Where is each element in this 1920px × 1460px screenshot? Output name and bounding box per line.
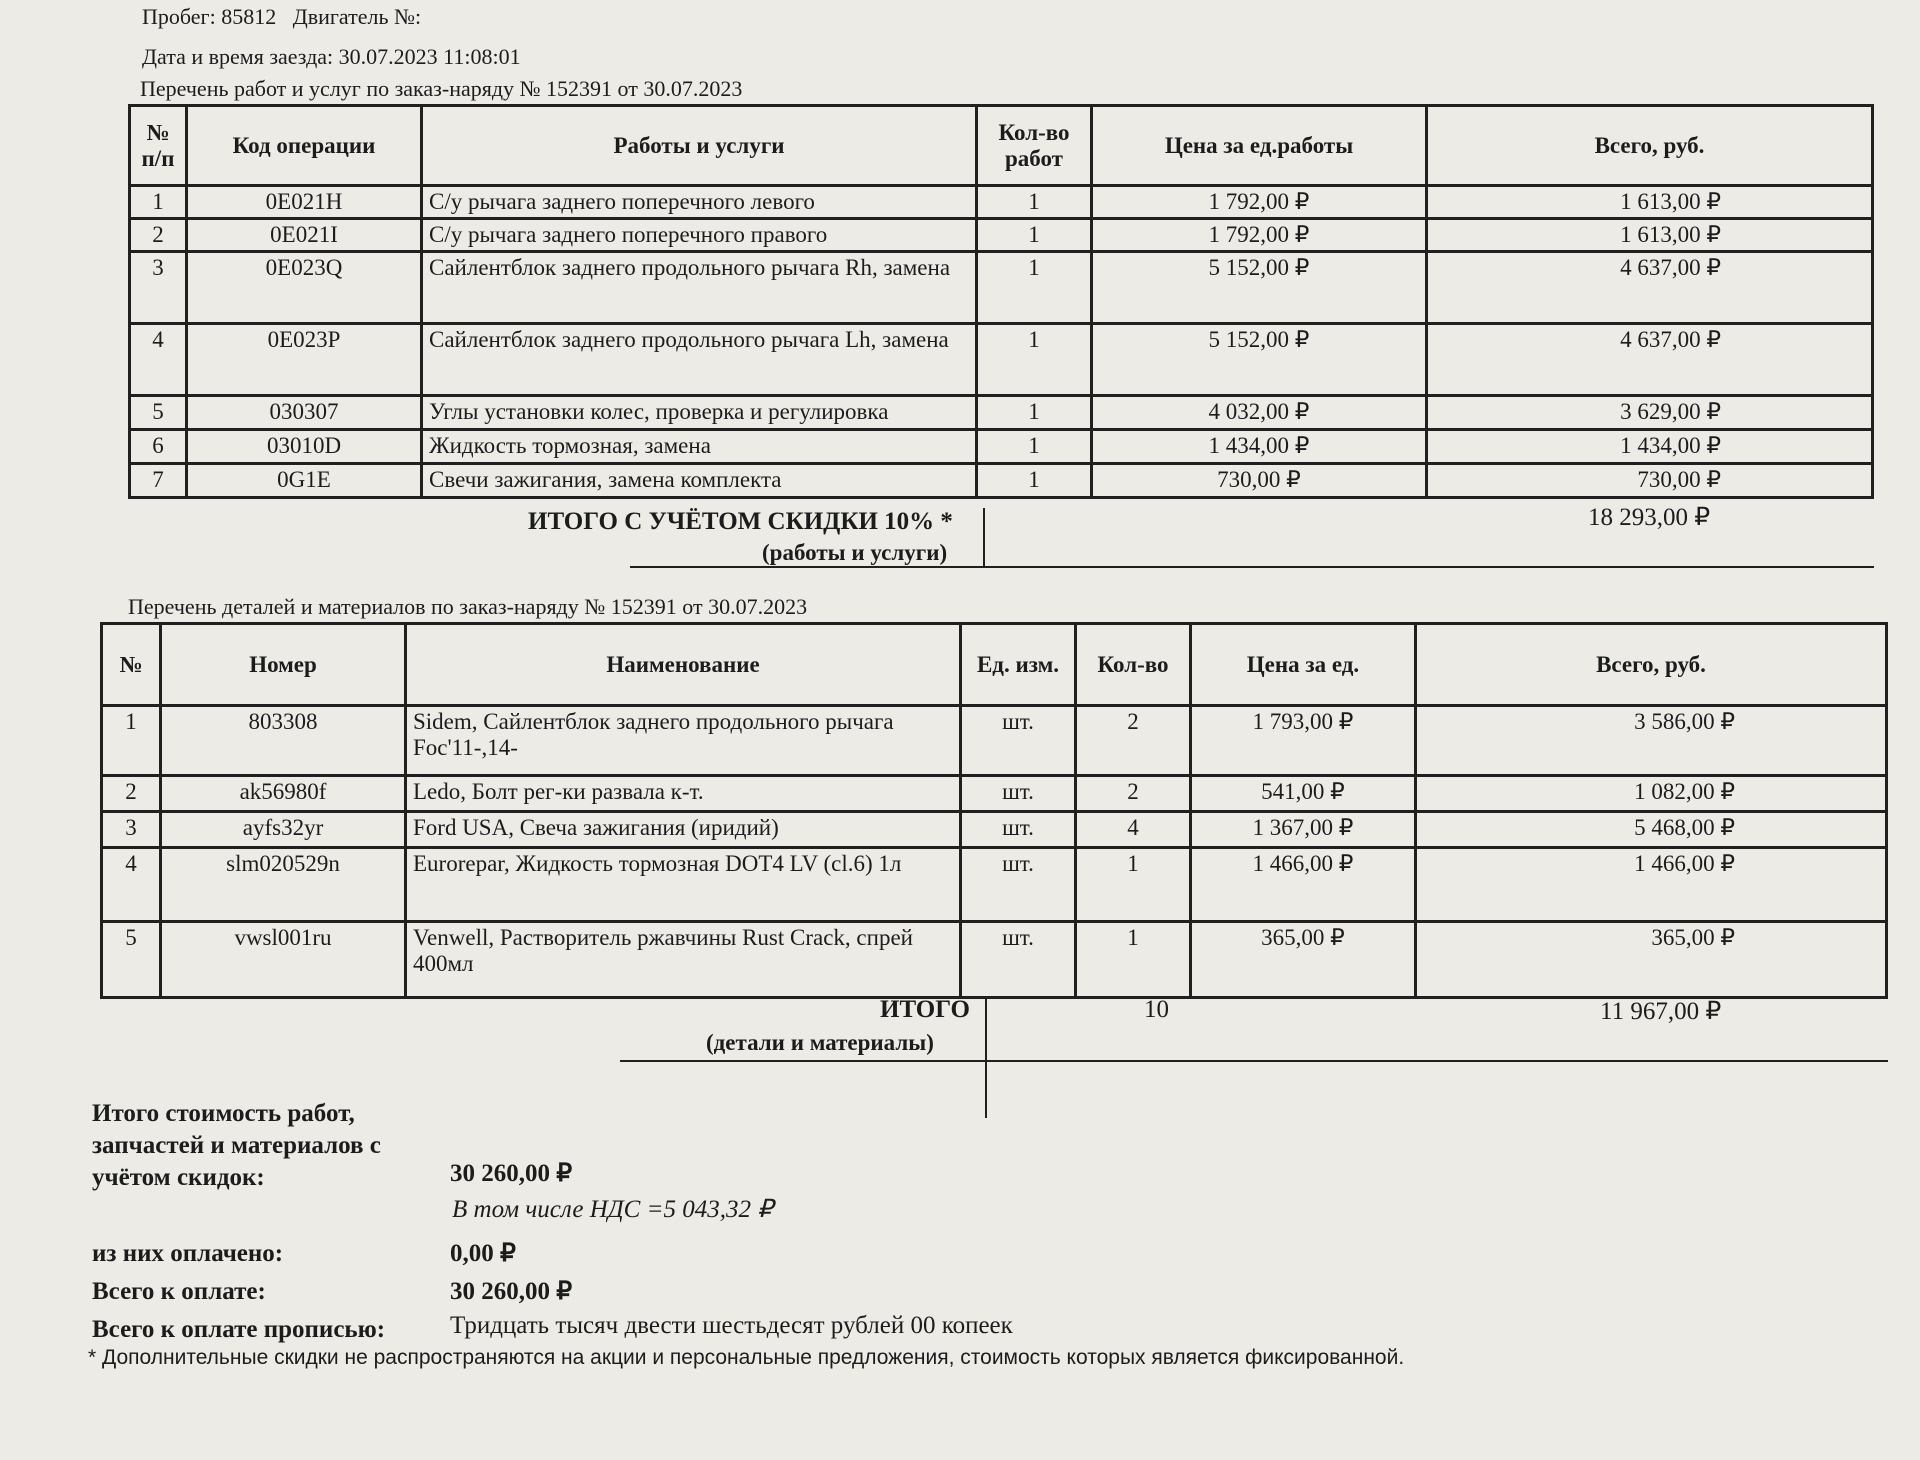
- row-name: Сайлентблок заднего продольного рычага Lh, замена: [422, 324, 977, 396]
- words-label: Всего к оплате прописью:: [92, 1316, 386, 1343]
- row-number: vwsl001ru: [161, 922, 406, 998]
- row-qty: 1: [977, 464, 1092, 498]
- row-price: 5 152,00 ₽: [1092, 324, 1427, 396]
- table-row: [130, 464, 1873, 498]
- row-name: Углы установки колес, проверка и регулировка: [422, 396, 977, 430]
- parts-total-value: 11 967,00 ₽: [1600, 998, 1722, 1025]
- table-row: [130, 430, 1873, 464]
- row-total: 4 637,00 ₽: [1427, 252, 1873, 324]
- parts-col-price: Цена за ед.: [1191, 624, 1416, 706]
- row-n: 5: [130, 396, 187, 430]
- table-row: [102, 776, 1887, 812]
- parts-total-divider: [985, 996, 987, 1118]
- row-total: 3 586,00 ₽: [1416, 706, 1887, 776]
- row-unit: шт.: [961, 812, 1076, 848]
- table-row: [102, 922, 1887, 998]
- engine-label: Двигатель №:: [292, 4, 422, 29]
- works-col-total: Всего, руб.: [1427, 106, 1873, 186]
- row-qty: 1: [977, 396, 1092, 430]
- row-qty: 2: [1076, 706, 1191, 776]
- row-unit: шт.: [961, 706, 1076, 776]
- row-code: 0E023P: [187, 324, 422, 396]
- works-total-divider: [983, 508, 985, 566]
- table-row: [102, 812, 1887, 848]
- row-n: 2: [130, 219, 187, 252]
- row-n: 3: [102, 812, 161, 848]
- row-total: 3 629,00 ₽: [1427, 396, 1873, 430]
- row-qty: 1: [977, 219, 1092, 252]
- table-row: [130, 324, 1873, 396]
- row-n: 5: [102, 922, 161, 998]
- row-qty: 1: [977, 252, 1092, 324]
- row-name: Ford USA, Свеча зажигания (иридий): [406, 812, 961, 848]
- parts-total-label: ИТОГО: [880, 996, 970, 1023]
- row-qty: 1: [1076, 922, 1191, 998]
- row-qty: 1: [977, 186, 1092, 219]
- row-qty: 4: [1076, 812, 1191, 848]
- parts-header-row: [102, 624, 1887, 706]
- row-n: 2: [102, 776, 161, 812]
- parts-col-number: Номер: [161, 624, 406, 706]
- works-total-value: 18 293,00 ₽: [1588, 504, 1711, 531]
- row-total: 1 082,00 ₽: [1416, 776, 1887, 812]
- works-col-name: Работы и услуги: [422, 106, 977, 186]
- checkin-value: 30.07.2023 11:08:01: [338, 44, 521, 69]
- row-name: Venwell, Растворитель ржавчины Rust Crack, спрей 400мл: [406, 922, 961, 998]
- row-number: 803308: [161, 706, 406, 776]
- mileage-value: 85812: [221, 4, 277, 29]
- row-price: 1 367,00 ₽: [1191, 812, 1416, 848]
- row-name: С/у рычага заднего поперечного левого: [422, 186, 977, 219]
- row-price: 730,00 ₽: [1092, 464, 1427, 498]
- parts-title: Перечень деталей и материалов по заказ-наряду № 152391 от 30.07.2023: [128, 594, 808, 619]
- row-name: Sidem, Сайлентблок заднего продольного рычага Foc'11-,14-: [406, 706, 961, 776]
- parts-total-qty: 10: [1144, 996, 1169, 1023]
- due-label: Всего к оплате:: [92, 1278, 266, 1305]
- row-total: 1 466,00 ₽: [1416, 848, 1887, 922]
- row-code: 0E021I: [187, 219, 422, 252]
- row-n: 6: [130, 430, 187, 464]
- works-header-row: [130, 106, 1873, 186]
- row-price: 365,00 ₽: [1191, 922, 1416, 998]
- paid-value: 0,00 ₽: [450, 1240, 516, 1267]
- works-title: Перечень работ и услуг по заказ-наряду № 152391 от 30.07.2023: [140, 76, 743, 101]
- checkin-line: [142, 44, 521, 70]
- row-name: Свечи зажигания, замена комплекта: [422, 464, 977, 498]
- vat-note: В том числе НДС =5 043,32 ₽: [452, 1196, 774, 1223]
- grand-total-label: Итого стоимость работ, запчастей и материалов с учётом скидок:: [92, 1100, 381, 1191]
- parts-total-sublabel: (детали и материалы): [706, 1030, 934, 1055]
- row-unit: шт.: [961, 776, 1076, 812]
- parts-col-unit: Ед. изм.: [961, 624, 1076, 706]
- parts-col-total: Всего, руб.: [1416, 624, 1887, 706]
- row-name: Сайлентблок заднего продольного рычага Rh, замена: [422, 252, 977, 324]
- row-code: 0E023Q: [187, 252, 422, 324]
- row-total: 4 637,00 ₽: [1427, 324, 1873, 396]
- row-number: ayfs32yr: [161, 812, 406, 848]
- row-qty: 1: [977, 430, 1092, 464]
- works-col-n: № п/п: [130, 106, 187, 186]
- row-qty: 1: [977, 324, 1092, 396]
- row-n: 1: [130, 186, 187, 219]
- row-total: 1 613,00 ₽: [1427, 186, 1873, 219]
- row-code: 03010D: [187, 430, 422, 464]
- table-row: [130, 219, 1873, 252]
- works-col-code: Код операции: [187, 106, 422, 186]
- table-row: [130, 396, 1873, 430]
- row-n: 4: [130, 324, 187, 396]
- row-price: 1 793,00 ₽: [1191, 706, 1416, 776]
- works-col-qty: Кол-во работ: [977, 106, 1092, 186]
- row-n: 4: [102, 848, 161, 922]
- row-total: 1 434,00 ₽: [1427, 430, 1873, 464]
- table-row: [130, 186, 1873, 219]
- row-total: 1 613,00 ₽: [1427, 219, 1873, 252]
- row-name: Жидкость тормозная, замена: [422, 430, 977, 464]
- row-name: Eurorepar, Жидкость тормозная DOT4 LV (cl.6) 1л: [406, 848, 961, 922]
- row-code: 0E021H: [187, 186, 422, 219]
- row-n: 7: [130, 464, 187, 498]
- checkin-label: Дата и время заезда:: [142, 44, 334, 69]
- row-unit: шт.: [961, 922, 1076, 998]
- row-price: 1 466,00 ₽: [1191, 848, 1416, 922]
- parts-col-n: №: [102, 624, 161, 706]
- paid-label: из них оплачено:: [92, 1240, 284, 1267]
- row-price: 4 032,00 ₽: [1092, 396, 1427, 430]
- table-row: [102, 848, 1887, 922]
- works-total-underline: [630, 566, 1874, 568]
- row-name: Ledo, Болт рег-ки развала к-т.: [406, 776, 961, 812]
- parts-total-underline: [620, 1060, 1888, 1062]
- row-price: 1 434,00 ₽: [1092, 430, 1427, 464]
- parts-table: [100, 622, 1888, 999]
- grand-total-value: 30 260,00 ₽: [450, 1160, 573, 1187]
- row-price: 1 792,00 ₽: [1092, 219, 1427, 252]
- mileage-label: Пробег:: [142, 4, 216, 29]
- mileage-line: [142, 4, 421, 30]
- parts-col-name: Наименование: [406, 624, 961, 706]
- row-qty: 2: [1076, 776, 1191, 812]
- row-n: 3: [130, 252, 187, 324]
- row-number: slm020529n: [161, 848, 406, 922]
- table-row: [130, 252, 1873, 324]
- row-code: 030307: [187, 396, 422, 430]
- row-total: 5 468,00 ₽: [1416, 812, 1887, 848]
- works-table: [128, 104, 1874, 499]
- works-col-price: Цена за ед.работы: [1092, 106, 1427, 186]
- works-total-sublabel: (работы и услуги): [762, 540, 948, 565]
- row-price: 1 792,00 ₽: [1092, 186, 1427, 219]
- row-total: 730,00 ₽: [1427, 464, 1873, 498]
- row-number: ak56980f: [161, 776, 406, 812]
- table-row: [102, 706, 1887, 776]
- parts-col-qty: Кол-во: [1076, 624, 1191, 706]
- works-total-label: ИТОГО С УЧЁТОМ СКИДКИ 10% *: [528, 508, 953, 535]
- row-code: 0G1E: [187, 464, 422, 498]
- row-unit: шт.: [961, 848, 1076, 922]
- footnote: * Дополнительные скидки не распространяются на акции и персональные предложения, стоимость которых является фиксированной.: [88, 1346, 1405, 1369]
- row-qty: 1: [1076, 848, 1191, 922]
- row-name: С/у рычага заднего поперечного правого: [422, 219, 977, 252]
- words-value: Тридцать тысяч двести шестьдесят рублей 00 копеек: [450, 1312, 1013, 1339]
- row-price: 541,00 ₽: [1191, 776, 1416, 812]
- due-value: 30 260,00 ₽: [450, 1278, 573, 1305]
- row-n: 1: [102, 706, 161, 776]
- row-price: 5 152,00 ₽: [1092, 252, 1427, 324]
- row-total: 365,00 ₽: [1416, 922, 1887, 998]
